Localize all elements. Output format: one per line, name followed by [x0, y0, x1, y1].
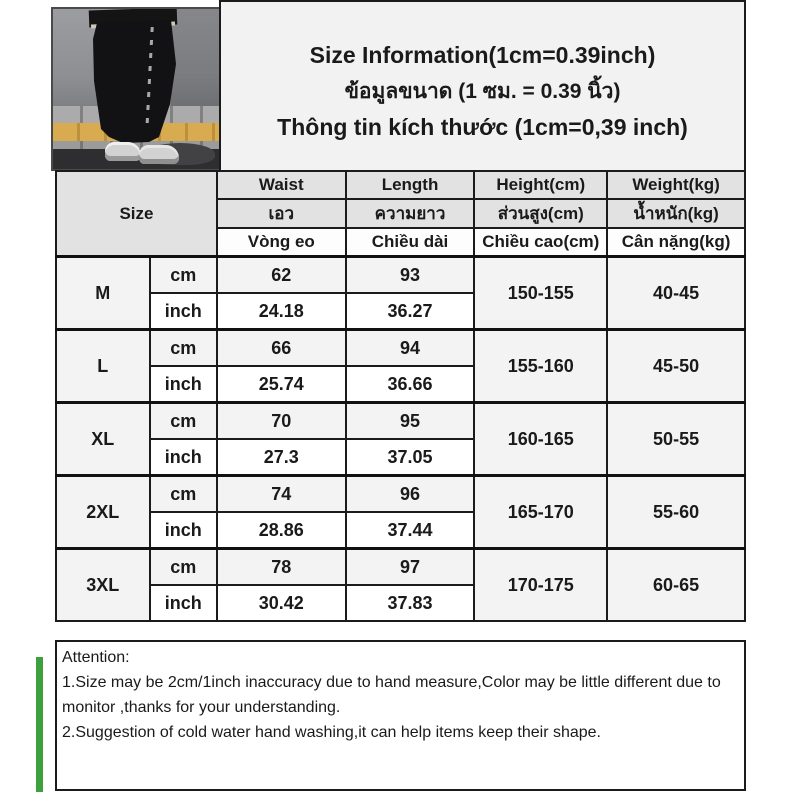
- waist-inch-l: 25.74: [217, 366, 346, 403]
- height-range-xl: 160-165: [474, 403, 607, 476]
- waist-inch-m: 24.18: [217, 293, 346, 330]
- weight-range-3xl: 60-65: [607, 549, 745, 622]
- waist-cm-m: 62: [217, 257, 346, 294]
- unit-label: cm: [150, 257, 217, 294]
- size-header-cell: Size: [56, 171, 217, 257]
- waist-inch-2xl: 28.86: [217, 512, 346, 549]
- size-label-xl: XL: [56, 403, 150, 476]
- length-cm-2xl: 96: [346, 476, 475, 513]
- length-cm-3xl: 97: [346, 549, 475, 586]
- waist-cm-xl: 70: [217, 403, 346, 440]
- waist-inch-xl: 27.3: [217, 439, 346, 476]
- weight-range-2xl: 55-60: [607, 476, 745, 549]
- title-thai: ข้อมูลขนาด (1 ซม. = 0.39 นิ้ว): [344, 80, 621, 103]
- table-header-row-en: [56, 171, 745, 199]
- height-range-l: 155-160: [474, 330, 607, 403]
- col-header-weight-vi: Cân nặng(kg): [607, 228, 745, 257]
- attention-note-1: 1.Size may be 2cm/1inch inaccuracy due to hand measure,Color may be little different due to monitor ,thanks for your understanding.: [62, 674, 721, 716]
- title-panel: [221, 0, 746, 170]
- length-cm-l: 94: [346, 330, 475, 367]
- photo-wall-shadow: [171, 9, 220, 106]
- col-header-waist-en: Waist: [217, 171, 346, 199]
- height-range-3xl: 170-175: [474, 549, 607, 622]
- col-header-weight-en: Weight(kg): [607, 171, 745, 199]
- height-range-m: 150-155: [474, 257, 607, 330]
- weight-range-m: 40-45: [607, 257, 745, 330]
- col-header-height-th: ส่วนสูง(cm): [474, 199, 607, 228]
- table-row-xl-cm: [56, 403, 745, 440]
- col-header-height-vi: Chiều cao(cm): [474, 228, 607, 257]
- attention-box: [55, 640, 746, 791]
- unit-label: cm: [150, 403, 217, 440]
- size-label-3xl: 3XL: [56, 549, 150, 622]
- size-label-m: M: [56, 257, 150, 330]
- table-row-2xl-cm: [56, 476, 745, 513]
- unit-label: inch: [150, 585, 217, 621]
- unit-label: cm: [150, 330, 217, 367]
- col-header-waist-th: เอว: [217, 199, 346, 228]
- length-cm-xl: 95: [346, 403, 475, 440]
- col-header-length-vi: Chiều dài: [346, 228, 475, 257]
- unit-label: inch: [150, 293, 217, 330]
- waist-inch-3xl: 30.42: [217, 585, 346, 621]
- col-header-length-en: Length: [346, 171, 475, 199]
- col-header-length-th: ความยาว: [346, 199, 475, 228]
- weight-range-l: 45-50: [607, 330, 745, 403]
- waist-cm-l: 66: [217, 330, 346, 367]
- col-header-weight-th: น้ำหนัก(kg): [607, 199, 745, 228]
- unit-label: cm: [150, 549, 217, 586]
- height-range-2xl: 165-170: [474, 476, 607, 549]
- photo-sneaker-left: [105, 142, 141, 161]
- length-inch-2xl: 37.44: [346, 512, 475, 549]
- table-row-l-cm: [56, 330, 745, 367]
- length-inch-3xl: 37.83: [346, 585, 475, 621]
- unit-label: inch: [150, 439, 217, 476]
- length-inch-xl: 37.05: [346, 439, 475, 476]
- col-header-waist-vi: Vòng eo: [217, 228, 346, 257]
- col-header-height-en: Height(cm): [474, 171, 607, 199]
- attention-heading: Attention:: [62, 649, 130, 666]
- unit-label: inch: [150, 512, 217, 549]
- waist-cm-2xl: 74: [217, 476, 346, 513]
- title-english: Size Information(1cm=0.39inch): [309, 42, 656, 68]
- size-table: [55, 170, 746, 622]
- length-inch-m: 36.27: [346, 293, 475, 330]
- size-label-2xl: 2XL: [56, 476, 150, 549]
- length-cm-m: 93: [346, 257, 475, 294]
- weight-range-xl: 50-55: [607, 403, 745, 476]
- green-left-accent-bar: [36, 657, 43, 792]
- table-row-3xl-cm: [56, 549, 745, 586]
- size-label-l: L: [56, 330, 150, 403]
- table-row-m-cm: [56, 257, 745, 294]
- unit-label: cm: [150, 476, 217, 513]
- title-vietnamese: Thông tin kích thước (1cm=0,39 inch): [277, 114, 688, 140]
- length-inch-l: 36.66: [346, 366, 475, 403]
- photo-sneaker-right: [139, 145, 179, 164]
- unit-label: inch: [150, 366, 217, 403]
- waist-cm-3xl: 78: [217, 549, 346, 586]
- product-photo: [51, 7, 222, 171]
- attention-note-2: 2.Suggestion of cold water hand washing,it can help items keep their shape.: [62, 724, 601, 741]
